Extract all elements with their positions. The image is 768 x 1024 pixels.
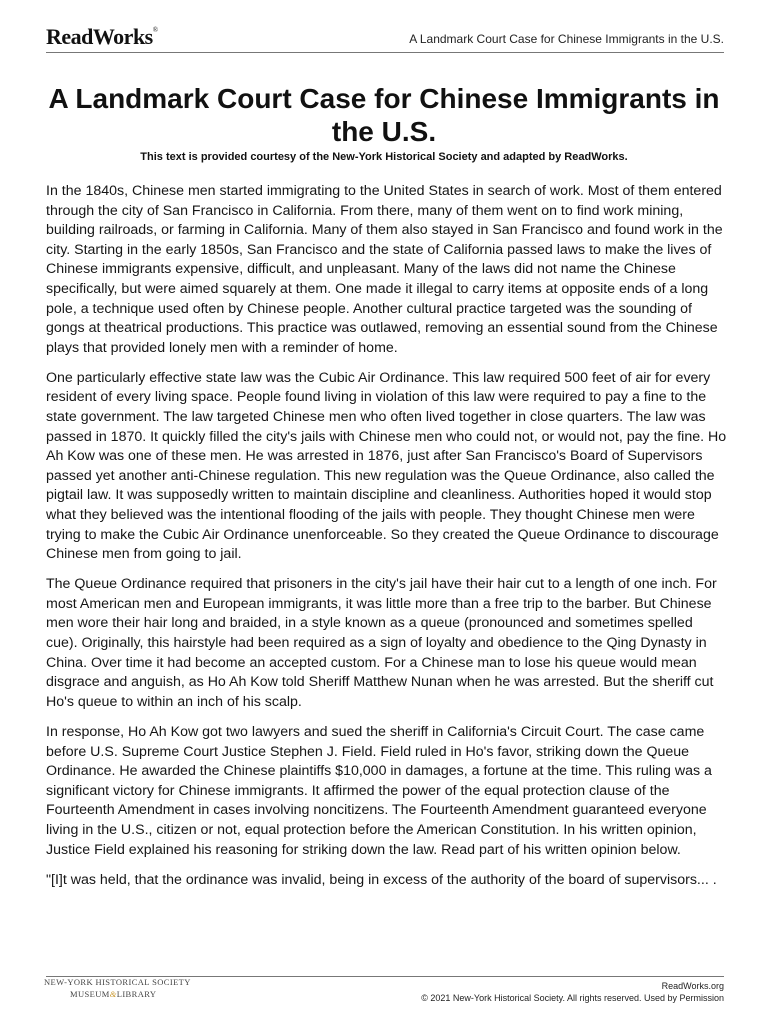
- nyhs-library: LIBRARY: [116, 989, 157, 999]
- header-article-title: A Landmark Court Case for Chinese Immigrants in the U.S.: [409, 32, 724, 46]
- footer-copyright: © 2021 New-York Historical Society. All rights reserved. Used by Permission: [421, 993, 724, 1003]
- readworks-logo-text: ReadWorks: [46, 24, 153, 49]
- paragraph-1: In the 1840s, Chinese men started immigrating to the United States in search of work. Most of them entered through the city of San Francisco in California. From there, many of them went on to find work mining, building railroads, or farming in California. Many of them also stayed in San Francisco and found work in the city. Starting in the early 1850s, San Francisco and the state of California passed laws to make the lives of Chinese immigrants expensive, difficult, and unpleasant. Many of the laws did not name the Chinese specifically, but were aimed squarely at them. One made it illegal to carry items at opposite ends of a long pole, a technique used often by Chinese people. Another cultural practice targeted was the sounding of gongs at theatrical productions. This practice was outlawed, removing an essential sound from the Chinese plays that provided lonely men with a reminder of home.: [46, 183, 723, 356]
- readworks-logo: [46, 24, 158, 50]
- paragraph-3: The Queue Ordinance required that prisoners in the city's jail have their hair cut to a length of one inch. For most American men and European immigrants, it was little more than a free trip to the barber. But Chinese men wore their hair long and braided, in a style known as a queue (pronounced and sometimes spelled cue). Originally, this hairstyle had been required as a sign of loyalty and obedience to the Qing Dynasty in China. Over time it had become an accepted custom. For a Chinese man to lose his queue would mean disgrace and anguish, as Ho Ah Kow told Sheriff Matthew Nunan when he was arrested. But the sheriff cut Ho's queue to within an inch of his scalp.: [46, 576, 717, 710]
- header-divider: [46, 52, 724, 53]
- nyhs-logo-line1: NEW-YORK HISTORICAL SOCIETY: [44, 977, 191, 987]
- quote-paragraph: "[I]t was held, that the ordinance was invalid, being in excess of the authority of the board of supervisors... .: [46, 871, 717, 888]
- courtesy-note: This text is provided courtesy of the New-York Historical Society and adapted by ReadWorks.: [140, 151, 628, 163]
- footer-site-link[interactable]: ReadWorks.org: [661, 981, 724, 991]
- article-title: A Landmark Court Case for Chinese Immigrants in the U.S.: [48, 83, 720, 147]
- footer-credits: [421, 980, 724, 1004]
- page-header: [0, 0, 768, 52]
- paragraph-4: In response, Ho Ah Kow got two lawyers and sued the sheriff in California's Circuit Court. The case came before U.S. Supreme Court Justice Stephen J. Field. Field ruled in Ho's favor, striking down the Queue Ordinance. He awarded the Chinese plaintiffs $10,000 in damages, a fortune at the time. This ruling was a significant victory for Chinese immigrants. It affirmed the power of the equal protection clause of the Fourteenth Amendment in cases involving noncitizens. The Fourteenth Amendment guaranteed everyone living in the U.S., citizen or not, equal protection before the American Constitution. In his written opinion, Justice Field explained his reasoning for striking down the law. Read part of his written opinion below.: [46, 723, 712, 858]
- nyhs-logo: [44, 977, 204, 999]
- article-body: [46, 182, 727, 901]
- nyhs-museum: MUSEUM: [70, 989, 110, 999]
- registered-mark: ®: [152, 25, 158, 34]
- nyhs-ampersand: &: [109, 989, 117, 999]
- nyhs-logo-line2: [44, 989, 204, 999]
- paragraph-2: One particularly effective state law was the Cubic Air Ordinance. This law required 500 feet of air for every resident of every living space. People found living in violation of this law were required to pay a fine to the state government. The law targeted Chinese men who often lived together in close quarters. The law was passed in 1870. It quickly filled the city's jails with Chinese men who could not, or would not, pay the fine. Ho Ah Kow was one of these men. He was arrested in 1876, just after San Francisco's Board of Supervisors passed yet another anti-Chinese regulation. This new regulation was the Queue Ordinance, also called the pigtail law. It was supposedly written to maintain discipline and cleanliness. Authorities hoped it would stop what they believed was the intentional flooding of the jails with people. They thought Chinese men were trying to make the Cubic Air Ordinance unenforceable. So they created the Queue Ordinance to discourage Chinese men from going to jail.: [46, 369, 727, 563]
